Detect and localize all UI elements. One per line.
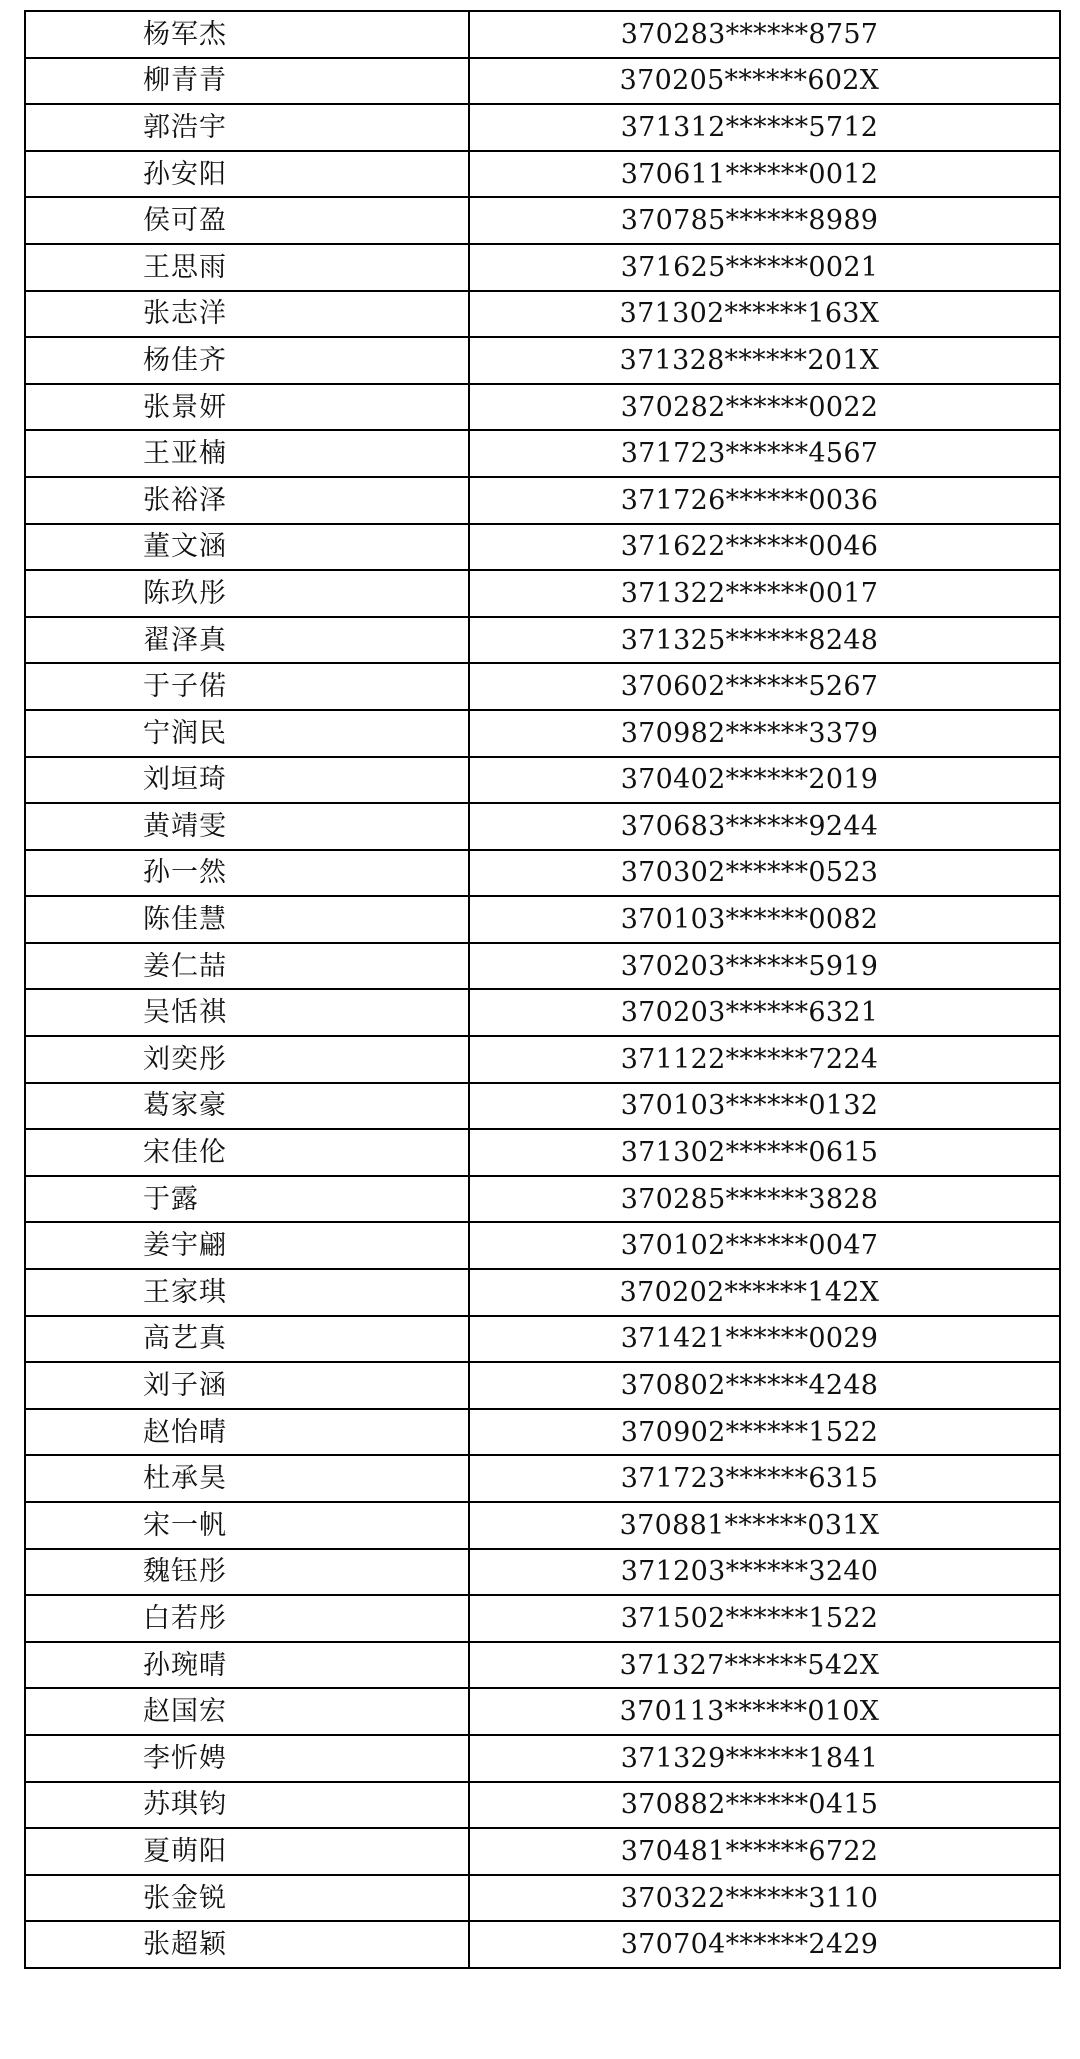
- id-number-cell: 370481******6722: [469, 1828, 1060, 1875]
- id-number-cell: 370704******2429: [469, 1921, 1060, 1968]
- name-cell: 孙安阳: [25, 151, 469, 198]
- id-number-cell: 371322******0017: [469, 570, 1060, 617]
- table-row: [25, 477, 1060, 524]
- id-number-cell: 371302******0615: [469, 1129, 1060, 1176]
- name-cell: 黄靖雯: [25, 803, 469, 850]
- name-cell: 张金锐: [25, 1875, 469, 1922]
- id-number-cell: 370881******031X: [469, 1502, 1060, 1549]
- table-row: [25, 1595, 1060, 1642]
- table-row: [25, 244, 1060, 291]
- name-cell: 杜承昊: [25, 1455, 469, 1502]
- table-row: [25, 104, 1060, 151]
- id-number-cell: 370283******8757: [469, 11, 1060, 58]
- roster-table-body: [25, 11, 1060, 1968]
- name-cell: 张景妍: [25, 384, 469, 431]
- name-cell: 王思雨: [25, 244, 469, 291]
- name-cell: 翟泽真: [25, 617, 469, 664]
- id-number-cell: 370203******5919: [469, 943, 1060, 990]
- table-row: [25, 197, 1060, 244]
- id-number-cell: 371203******3240: [469, 1549, 1060, 1596]
- table-row: [25, 1083, 1060, 1130]
- table-row: [25, 1921, 1060, 1968]
- name-cell: 刘垣琦: [25, 757, 469, 804]
- id-number-cell: 370113******010X: [469, 1688, 1060, 1735]
- table-row: [25, 384, 1060, 431]
- table-row: [25, 1688, 1060, 1735]
- table-row: [25, 1036, 1060, 1083]
- name-cell: 刘子涵: [25, 1362, 469, 1409]
- table-row: [25, 1222, 1060, 1269]
- id-number-cell: 371421******0029: [469, 1316, 1060, 1363]
- id-number-cell: 370103******0132: [469, 1083, 1060, 1130]
- id-number-cell: 371325******8248: [469, 617, 1060, 664]
- name-cell: 张超颖: [25, 1921, 469, 1968]
- id-number-cell: 370322******3110: [469, 1875, 1060, 1922]
- name-cell: 宁润民: [25, 710, 469, 757]
- table-row: [25, 1269, 1060, 1316]
- name-cell: 吴恬祺: [25, 989, 469, 1036]
- id-number-cell: 370882******0415: [469, 1782, 1060, 1829]
- table-row: [25, 1549, 1060, 1596]
- id-number-cell: 370203******6321: [469, 989, 1060, 1036]
- table-row: [25, 291, 1060, 338]
- name-cell: 李忻娉: [25, 1735, 469, 1782]
- table-row: [25, 1502, 1060, 1549]
- name-cell: 孙琬晴: [25, 1642, 469, 1689]
- table-row: [25, 337, 1060, 384]
- name-cell: 陈玖彤: [25, 570, 469, 617]
- name-cell: 高艺真: [25, 1316, 469, 1363]
- id-number-cell: 371622******0046: [469, 524, 1060, 571]
- id-number-cell: 370683******9244: [469, 803, 1060, 850]
- name-cell: 董文涵: [25, 524, 469, 571]
- table-row: [25, 1782, 1060, 1829]
- id-number-cell: 370982******3379: [469, 710, 1060, 757]
- name-cell: 王家琪: [25, 1269, 469, 1316]
- table-row: [25, 989, 1060, 1036]
- id-number-cell: 371329******1841: [469, 1735, 1060, 1782]
- id-number-cell: 371723******6315: [469, 1455, 1060, 1502]
- id-number-cell: 370202******142X: [469, 1269, 1060, 1316]
- table-row: [25, 757, 1060, 804]
- id-number-cell: 370802******4248: [469, 1362, 1060, 1409]
- name-cell: 白若彤: [25, 1595, 469, 1642]
- table-row: [25, 524, 1060, 571]
- id-number-cell: 370302******0523: [469, 850, 1060, 897]
- id-number-cell: 370102******0047: [469, 1222, 1060, 1269]
- id-number-cell: 370902******1522: [469, 1409, 1060, 1456]
- name-cell: 柳青青: [25, 58, 469, 105]
- name-cell: 张志洋: [25, 291, 469, 338]
- name-cell: 赵怡晴: [25, 1409, 469, 1456]
- table-row: [25, 1129, 1060, 1176]
- table-row: [25, 1316, 1060, 1363]
- name-cell: 刘奕彤: [25, 1036, 469, 1083]
- name-cell: 杨军杰: [25, 11, 469, 58]
- id-number-cell: 371502******1522: [469, 1595, 1060, 1642]
- table-row: [25, 663, 1060, 710]
- roster-table: [24, 10, 1061, 1969]
- table-row: [25, 943, 1060, 990]
- table-row: [25, 850, 1060, 897]
- table-row: [25, 1735, 1060, 1782]
- id-number-cell: 371328******201X: [469, 337, 1060, 384]
- name-cell: 宋佳伦: [25, 1129, 469, 1176]
- id-number-cell: 371327******542X: [469, 1642, 1060, 1689]
- table-row: [25, 1828, 1060, 1875]
- name-cell: 孙一然: [25, 850, 469, 897]
- name-cell: 宋一帆: [25, 1502, 469, 1549]
- id-number-cell: 370785******8989: [469, 197, 1060, 244]
- id-number-cell: 371726******0036: [469, 477, 1060, 524]
- table-row: [25, 1362, 1060, 1409]
- id-number-cell: 370602******5267: [469, 663, 1060, 710]
- table-row: [25, 803, 1060, 850]
- id-number-cell: 371122******7224: [469, 1036, 1060, 1083]
- name-cell: 夏萌阳: [25, 1828, 469, 1875]
- name-cell: 郭浩宇: [25, 104, 469, 151]
- name-cell: 侯可盈: [25, 197, 469, 244]
- roster-sheet: [24, 10, 1061, 1969]
- name-cell: 杨佳齐: [25, 337, 469, 384]
- table-row: [25, 570, 1060, 617]
- table-row: [25, 617, 1060, 664]
- name-cell: 葛家豪: [25, 1083, 469, 1130]
- id-number-cell: 370282******0022: [469, 384, 1060, 431]
- id-number-cell: 371312******5712: [469, 104, 1060, 151]
- table-row: [25, 1176, 1060, 1223]
- id-number-cell: 371625******0021: [469, 244, 1060, 291]
- id-number-cell: 370103******0082: [469, 896, 1060, 943]
- name-cell: 姜仁喆: [25, 943, 469, 990]
- id-number-cell: 370285******3828: [469, 1176, 1060, 1223]
- name-cell: 姜宇翩: [25, 1222, 469, 1269]
- table-row: [25, 1409, 1060, 1456]
- id-number-cell: 370205******602X: [469, 58, 1060, 105]
- table-row: [25, 151, 1060, 198]
- table-row: [25, 896, 1060, 943]
- table-row: [25, 1642, 1060, 1689]
- table-row: [25, 1875, 1060, 1922]
- table-row: [25, 11, 1060, 58]
- name-cell: 于子偌: [25, 663, 469, 710]
- table-row: [25, 710, 1060, 757]
- name-cell: 王亚楠: [25, 430, 469, 477]
- name-cell: 张裕泽: [25, 477, 469, 524]
- name-cell: 赵国宏: [25, 1688, 469, 1735]
- id-number-cell: 370611******0012: [469, 151, 1060, 198]
- id-number-cell: 371723******4567: [469, 430, 1060, 477]
- table-row: [25, 1455, 1060, 1502]
- table-row: [25, 58, 1060, 105]
- id-number-cell: 370402******2019: [469, 757, 1060, 804]
- name-cell: 魏钰彤: [25, 1549, 469, 1596]
- name-cell: 苏琪钧: [25, 1782, 469, 1829]
- table-row: [25, 430, 1060, 477]
- name-cell: 于露: [25, 1176, 469, 1223]
- name-cell: 陈佳慧: [25, 896, 469, 943]
- id-number-cell: 371302******163X: [469, 291, 1060, 338]
